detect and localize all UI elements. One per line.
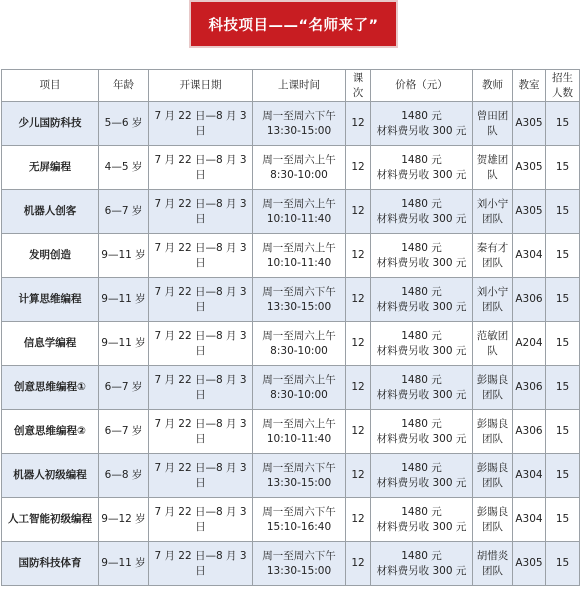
cell-teacher: 刘小宁团队 (473, 278, 513, 322)
cell-price (371, 410, 473, 454)
cell-price-line: 1480 元 (401, 373, 442, 386)
cell-age: 9—11 岁 (99, 322, 149, 366)
cell-start-date: 7 月 22 日—8 月 3 日 (149, 278, 253, 322)
cell-age: 9—11 岁 (99, 542, 149, 586)
cell-sessions: 12 (346, 322, 371, 366)
cell-price-line: 1480 元 (401, 417, 442, 430)
cell-sessions: 12 (346, 146, 371, 190)
cell-project: 计算思维编程 (2, 278, 99, 322)
cell-teacher: 彭賜良团队 (473, 366, 513, 410)
cell-class-time-line: 周一至周六上午 (262, 373, 336, 386)
cell-class-time-line: 周一至周六下午 (262, 549, 336, 562)
cell-start-date: 7 月 22 日—8 月 3 日 (149, 234, 253, 278)
cell-project: 少儿国防科技 (2, 102, 99, 146)
cell-price-line: 材料费另收 300 元 (376, 476, 467, 489)
table-row (2, 322, 580, 366)
cell-teacher: 彭賜良团队 (473, 410, 513, 454)
cell-classroom: A304 (513, 454, 546, 498)
cell-price (371, 498, 473, 542)
cell-class-time (253, 498, 346, 542)
cell-project: 人工智能初级编程 (2, 498, 99, 542)
cell-teacher: 范敏团队 (473, 322, 513, 366)
cell-project: 无屏编程 (2, 146, 99, 190)
cell-sessions: 12 (346, 102, 371, 146)
cell-start-date: 7 月 22 日—8 月 3 日 (149, 322, 253, 366)
header-classroom: 教室 (513, 70, 546, 102)
cell-project: 信息学编程 (2, 322, 99, 366)
cell-price (371, 146, 473, 190)
cell-class-time-line: 10:10-11:40 (266, 212, 332, 225)
cell-price-line: 1480 元 (401, 329, 442, 342)
cell-class-time-line: 15:10-16:40 (266, 520, 332, 533)
table-row (2, 102, 580, 146)
cell-quota: 15 (546, 498, 580, 542)
cell-classroom: A305 (513, 146, 546, 190)
cell-age: 6—7 岁 (99, 190, 149, 234)
cell-project: 创意思维编程① (2, 366, 99, 410)
cell-classroom: A305 (513, 102, 546, 146)
cell-class-time-line: 8:30-10:00 (270, 388, 328, 401)
cell-project: 国防科技体育 (2, 542, 99, 586)
cell-price-line: 材料费另收 300 元 (376, 344, 467, 357)
table-row (2, 410, 580, 454)
cell-class-time-line: 周一至周六上午 (262, 417, 336, 430)
header-start-date: 开课日期 (149, 70, 253, 102)
cell-class-time-line: 10:10-11:40 (266, 256, 332, 269)
cell-price-line: 1480 元 (401, 505, 442, 518)
cell-age: 6—7 岁 (99, 410, 149, 454)
cell-price-line: 1480 元 (401, 549, 442, 562)
cell-teacher: 贺雄团队 (473, 146, 513, 190)
cell-quota: 15 (546, 278, 580, 322)
cell-price (371, 454, 473, 498)
cell-age: 5—6 岁 (99, 102, 149, 146)
cell-class-time-line: 周一至周六上午 (262, 241, 336, 254)
table-row (2, 498, 580, 542)
cell-class-time (253, 322, 346, 366)
cell-price (371, 366, 473, 410)
cell-teacher: 胡惜炎团队 (473, 542, 513, 586)
cell-classroom: A305 (513, 190, 546, 234)
cell-price-line: 材料费另收 300 元 (376, 212, 467, 225)
cell-start-date: 7 月 22 日—8 月 3 日 (149, 190, 253, 234)
cell-class-time-line: 周一至周六上午 (262, 197, 336, 210)
table-row (2, 190, 580, 234)
cell-age: 9—11 岁 (99, 278, 149, 322)
cell-sessions: 12 (346, 454, 371, 498)
header-class-time: 上课时间 (253, 70, 346, 102)
cell-price (371, 102, 473, 146)
cell-class-time (253, 278, 346, 322)
cell-price (371, 190, 473, 234)
cell-start-date: 7 月 22 日—8 月 3 日 (149, 498, 253, 542)
cell-class-time-line: 周一至周六上午 (262, 153, 336, 166)
cell-start-date: 7 月 22 日—8 月 3 日 (149, 454, 253, 498)
cell-sessions: 12 (346, 542, 371, 586)
cell-sessions: 12 (346, 498, 371, 542)
cell-quota: 15 (546, 102, 580, 146)
cell-class-time (253, 102, 346, 146)
cell-sessions: 12 (346, 410, 371, 454)
cell-class-time-line: 8:30-10:00 (270, 168, 328, 181)
table-row (2, 366, 580, 410)
cell-age: 9—11 岁 (99, 234, 149, 278)
cell-class-time-line: 周一至周六下午 (262, 285, 336, 298)
cell-sessions: 12 (346, 366, 371, 410)
cell-project: 创意思维编程② (2, 410, 99, 454)
cell-price-line: 材料费另收 300 元 (376, 124, 467, 137)
cell-age: 6—7 岁 (99, 366, 149, 410)
cell-class-time (253, 234, 346, 278)
cell-class-time-line: 周一至周六下午 (262, 461, 336, 474)
cell-class-time (253, 190, 346, 234)
cell-class-time-line: 周一至周六上午 (262, 329, 336, 342)
cell-class-time-line: 周一至周六下午 (262, 505, 336, 518)
cell-price (371, 278, 473, 322)
table-row (2, 542, 580, 586)
cell-quota: 15 (546, 190, 580, 234)
table-row (2, 234, 580, 278)
header-price: 价格（元） (371, 70, 473, 102)
cell-project: 机器人初级编程 (2, 454, 99, 498)
cell-class-time-line: 13:30-15:00 (266, 564, 332, 577)
cell-age: 4—5 岁 (99, 146, 149, 190)
header-age: 年龄 (99, 70, 149, 102)
cell-price-line: 1480 元 (401, 241, 442, 254)
cell-class-time-line: 8:30-10:00 (270, 344, 328, 357)
title-area (0, 0, 580, 60)
cell-price (371, 542, 473, 586)
cell-classroom: A304 (513, 498, 546, 542)
header-teacher: 教师 (473, 70, 513, 102)
cell-class-time-line: 13:30-15:00 (266, 124, 332, 137)
table-row (2, 278, 580, 322)
table-header-row (2, 70, 580, 102)
cell-sessions: 12 (346, 278, 371, 322)
cell-classroom: A306 (513, 410, 546, 454)
cell-start-date: 7 月 22 日—8 月 3 日 (149, 410, 253, 454)
header-project: 项目 (2, 70, 99, 102)
cell-project: 机器人创客 (2, 190, 99, 234)
cell-class-time (253, 454, 346, 498)
cell-price-line: 材料费另收 300 元 (376, 300, 467, 313)
page-title: 科技项目——“名师来了” (191, 2, 396, 46)
cell-classroom: A306 (513, 366, 546, 410)
cell-class-time (253, 366, 346, 410)
cell-age: 6—8 岁 (99, 454, 149, 498)
cell-price-line: 1480 元 (401, 461, 442, 474)
table-row (2, 146, 580, 190)
cell-teacher: 曾田团队 (473, 102, 513, 146)
header-sessions: 课次 (346, 70, 371, 102)
cell-quota: 15 (546, 146, 580, 190)
cell-price-line: 材料费另收 300 元 (376, 388, 467, 401)
cell-start-date: 7 月 22 日—8 月 3 日 (149, 366, 253, 410)
cell-class-time (253, 542, 346, 586)
cell-sessions: 12 (346, 234, 371, 278)
cell-start-date: 7 月 22 日—8 月 3 日 (149, 146, 253, 190)
cell-start-date: 7 月 22 日—8 月 3 日 (149, 542, 253, 586)
cell-classroom: A305 (513, 542, 546, 586)
cell-quota: 15 (546, 410, 580, 454)
cell-class-time (253, 410, 346, 454)
cell-quota: 15 (546, 454, 580, 498)
cell-class-time (253, 146, 346, 190)
cell-price-line: 材料费另收 300 元 (376, 432, 467, 445)
cell-teacher: 刘小宁团队 (473, 190, 513, 234)
cell-age: 9—12 岁 (99, 498, 149, 542)
cell-price-line: 材料费另收 300 元 (376, 564, 467, 577)
cell-price-line: 1480 元 (401, 197, 442, 210)
cell-price-line: 1480 元 (401, 285, 442, 298)
cell-teacher: 彭賜良团队 (473, 498, 513, 542)
cell-quota: 15 (546, 234, 580, 278)
table-row (2, 454, 580, 498)
cell-teacher: 秦有才团队 (473, 234, 513, 278)
cell-price-line: 材料费另收 300 元 (376, 256, 467, 269)
cell-price-line: 材料费另收 300 元 (376, 168, 467, 181)
cell-quota: 15 (546, 542, 580, 586)
cell-price-line: 1480 元 (401, 109, 442, 122)
cell-teacher: 彭賜良团队 (473, 454, 513, 498)
cell-classroom: A204 (513, 322, 546, 366)
cell-classroom: A304 (513, 234, 546, 278)
course-table (1, 69, 580, 586)
cell-classroom: A306 (513, 278, 546, 322)
cell-price-line: 材料费另收 300 元 (376, 520, 467, 533)
cell-quota: 15 (546, 366, 580, 410)
cell-sessions: 12 (346, 190, 371, 234)
cell-start-date: 7 月 22 日—8 月 3 日 (149, 102, 253, 146)
cell-class-time-line: 13:30-15:00 (266, 476, 332, 489)
cell-class-time-line: 10:10-11:40 (266, 432, 332, 445)
header-quota: 招生人数 (546, 70, 580, 102)
cell-quota: 15 (546, 322, 580, 366)
cell-price (371, 322, 473, 366)
cell-price (371, 234, 473, 278)
cell-price-line: 1480 元 (401, 153, 442, 166)
cell-project: 发明创造 (2, 234, 99, 278)
cell-class-time-line: 周一至周六下午 (262, 109, 336, 122)
cell-class-time-line: 13:30-15:00 (266, 300, 332, 313)
